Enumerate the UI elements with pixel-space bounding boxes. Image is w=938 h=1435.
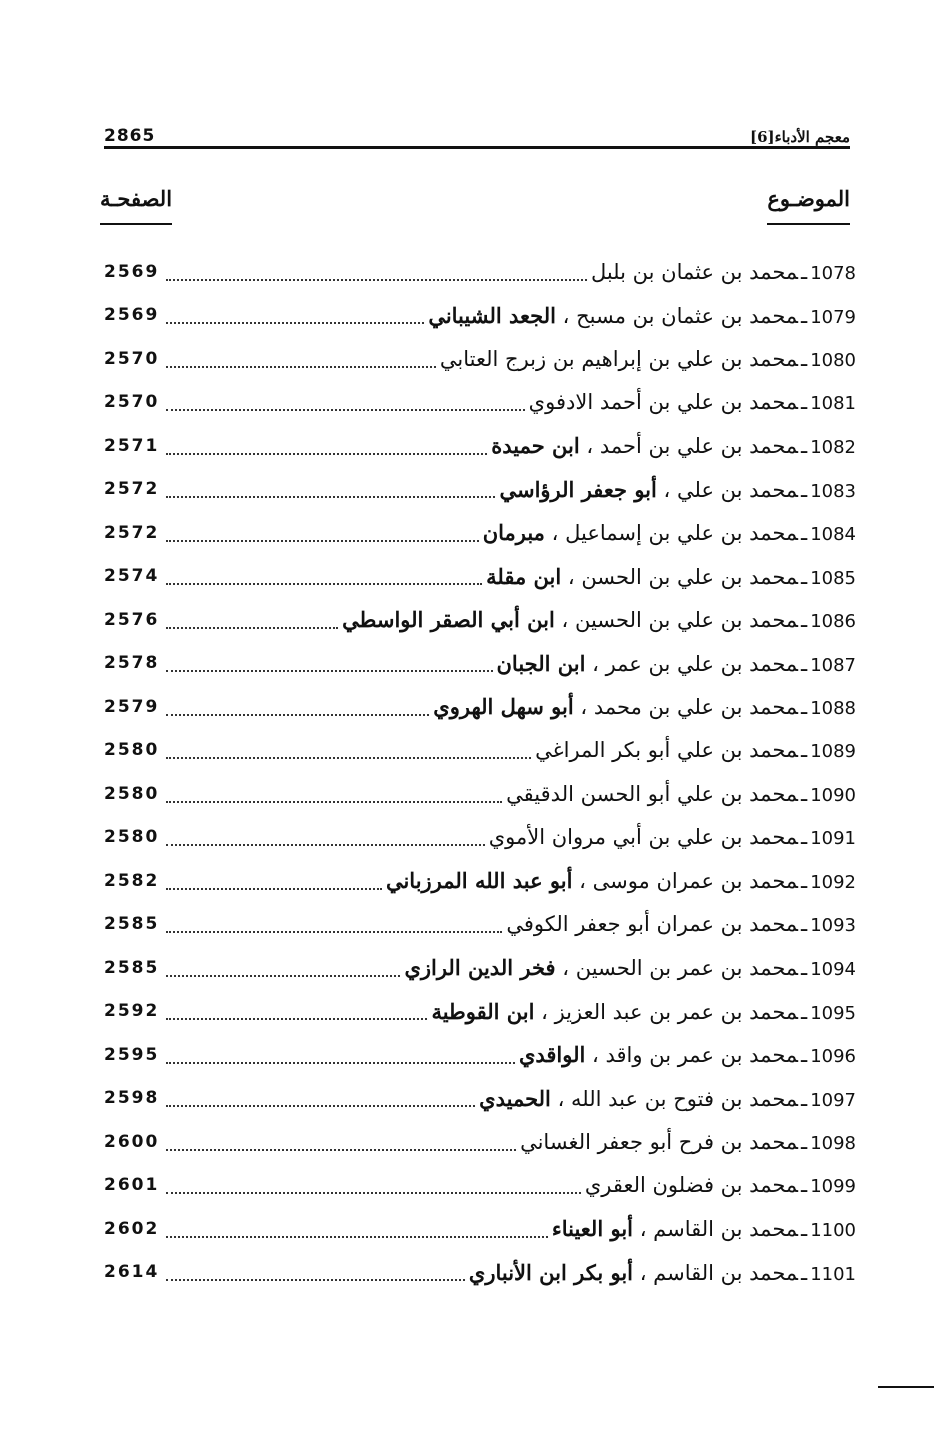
entry-text	[342, 607, 856, 632]
entry-number: 1094	[810, 959, 856, 981]
entry-separator: ـ	[801, 346, 808, 371]
entry-page-number: 2580	[104, 827, 160, 848]
entry-text	[428, 303, 856, 328]
entry-page-number: 2576	[104, 609, 160, 630]
dot-leader	[166, 801, 502, 803]
entry-name: محمد بن علي بن إسماعيل ،	[551, 521, 799, 546]
toc-entry	[104, 772, 856, 816]
toc-entry	[104, 685, 856, 729]
entry-page-number: 2571	[104, 435, 160, 456]
entry-text	[535, 738, 856, 762]
entry-number: 1101	[810, 1263, 856, 1285]
entry-laqab: أبو جعفر الرؤاسي	[499, 476, 657, 502]
entry-text	[585, 1173, 856, 1197]
page-column-heading: الصفحـة	[100, 186, 172, 225]
entry-page-number: 2580	[104, 783, 160, 804]
dot-leader	[166, 366, 436, 368]
entry-name: محمد بن علي أبو الحسن الدقيقي	[506, 781, 799, 806]
entry-text	[483, 520, 856, 545]
entry-separator: ـ	[801, 259, 808, 284]
entry-number: 1082	[810, 437, 856, 459]
toc-entry	[104, 1207, 856, 1251]
entry-number: 1080	[810, 349, 856, 371]
entry-page-number: 2585	[104, 957, 160, 978]
entry-name: محمد بن علي بن أبي مروان الأموي	[488, 825, 799, 850]
entry-page-number: 2582	[104, 870, 160, 891]
entry-text	[497, 651, 857, 676]
entry-number: 1081	[810, 393, 856, 415]
entry-number: 1088	[810, 698, 856, 720]
entry-name: محمد بن عثمان بن بلبل	[590, 259, 799, 284]
entry-text	[469, 1260, 856, 1285]
entry-laqab: أبو سهل الهروي	[433, 694, 574, 720]
toc-entry	[104, 816, 856, 860]
entry-page-number: 2598	[104, 1088, 160, 1109]
entry-laqab: أبو عبد الله المرزباني	[385, 868, 573, 894]
toc-entry	[104, 729, 856, 773]
book-title: معجم الأدباء[6]	[749, 128, 850, 146]
toc-entry	[104, 946, 856, 990]
entry-laqab: الحميدي	[479, 1085, 551, 1111]
entry-number: 1096	[810, 1046, 856, 1068]
entry-separator: ـ	[801, 695, 808, 720]
table-of-contents	[104, 250, 856, 1294]
dot-leader	[166, 1279, 465, 1281]
entry-text	[499, 477, 856, 502]
entry-number: 1098	[810, 1132, 856, 1154]
entry-separator: ـ	[801, 1217, 808, 1242]
entry-separator: ـ	[801, 956, 808, 981]
dot-leader	[166, 670, 493, 672]
entry-name: محمد بن علي ،	[663, 477, 799, 502]
entry-laqab: الجعد الشيباني	[428, 302, 556, 328]
entry-separator: ـ	[801, 477, 808, 502]
entry-separator: ـ	[801, 564, 808, 589]
toc-entry	[104, 903, 856, 947]
toc-entry	[104, 381, 856, 425]
toc-entry	[104, 424, 856, 468]
footer-rule	[878, 1386, 934, 1388]
entry-text	[440, 347, 856, 371]
dot-leader	[166, 757, 531, 759]
toc-entry	[104, 1120, 856, 1164]
entry-number: 1097	[810, 1089, 856, 1111]
entry-number: 1090	[810, 784, 856, 806]
entry-number: 1091	[810, 828, 856, 850]
toc-entry	[104, 1077, 856, 1121]
entry-name: محمد بن علي بن الحسن ،	[567, 564, 799, 589]
entry-laqab: أبو العيناء	[551, 1216, 634, 1242]
dot-leader	[166, 844, 485, 846]
entry-text	[552, 1216, 856, 1241]
entry-name: محمد بن علي بن أحمد ،	[586, 434, 799, 459]
entry-laqab: ابن الجبان	[496, 650, 586, 676]
entry-page-number: 2570	[104, 392, 160, 413]
entry-name: محمد بن القاسم ،	[639, 1217, 799, 1242]
dot-leader	[166, 1236, 548, 1238]
entry-name: محمد بن عمران أبو جعفر الكوفي	[506, 912, 799, 937]
dot-leader	[166, 409, 525, 411]
toc-entry	[104, 598, 856, 642]
toc-entry	[104, 1251, 856, 1295]
toc-entry	[104, 859, 856, 903]
entry-separator: ـ	[801, 303, 808, 328]
entry-text	[506, 912, 856, 936]
entry-separator: ـ	[801, 521, 808, 546]
toc-entry	[104, 1033, 856, 1077]
entry-number: 1093	[810, 915, 856, 937]
entry-laqab: أبو بكر ابن الأنباري	[468, 1259, 634, 1285]
entry-name: محمد بن علي بن إبراهيم بن زبرج العتابي	[439, 346, 799, 371]
entry-number: 1089	[810, 741, 856, 763]
entry-name: محمد بن فرح أبو جعفر الغساني	[520, 1129, 799, 1154]
entry-separator: ـ	[801, 651, 808, 676]
entry-laqab: فخر الدين الرازي	[404, 955, 556, 981]
entry-separator: ـ	[801, 999, 808, 1024]
entry-laqab: ابن مقلة	[486, 563, 562, 589]
dot-leader	[166, 279, 587, 281]
entry-name: محمد بن القاسم ،	[639, 1260, 799, 1285]
entry-name: محمد بن فتوح بن عبد الله ،	[557, 1086, 799, 1111]
dot-leader	[166, 1018, 427, 1020]
entry-name: محمد بن علي بن أحمد الادفوي	[528, 390, 799, 415]
entry-name: محمد بن علي بن الحسين ،	[561, 608, 799, 633]
entry-page-number: 2600	[104, 1131, 160, 1152]
dot-leader	[166, 496, 495, 498]
dot-leader	[166, 1062, 515, 1064]
entry-page-number: 2570	[104, 348, 160, 369]
entry-separator: ـ	[801, 869, 808, 894]
entry-separator: ـ	[801, 608, 808, 633]
entry-page-number: 2574	[104, 566, 160, 587]
entry-number: 1099	[810, 1176, 856, 1198]
entry-name: محمد بن علي أبو بكر المراغي	[535, 738, 799, 763]
dot-leader	[166, 540, 479, 542]
entry-name: محمد بن علي بن عمر ،	[592, 651, 799, 676]
entry-number: 1083	[810, 480, 856, 502]
entry-page-number: 2585	[104, 914, 160, 935]
entry-name: محمد بن فضلون العقري	[584, 1173, 799, 1198]
toc-entry	[104, 642, 856, 686]
entry-page-number: 2569	[104, 261, 160, 282]
entry-text	[529, 390, 856, 414]
dot-leader	[166, 714, 429, 716]
dot-leader	[166, 627, 338, 629]
page-number: 2865	[104, 126, 156, 146]
toc-entry	[104, 250, 856, 294]
toc-entry	[104, 1164, 856, 1208]
entry-page-number: 2592	[104, 1001, 160, 1022]
toc-entry	[104, 511, 856, 555]
entry-text	[506, 782, 856, 806]
running-header	[104, 112, 850, 146]
dot-leader	[166, 888, 382, 890]
entry-page-number: 2569	[104, 305, 160, 326]
entry-separator: ـ	[801, 390, 808, 415]
entry-laqab: مبرمان	[482, 520, 545, 546]
entry-text	[404, 955, 856, 980]
entry-text	[591, 260, 856, 284]
entry-text	[520, 1130, 856, 1154]
entry-separator: ـ	[801, 1086, 808, 1111]
subject-column-heading: الموضـوع	[767, 186, 850, 225]
entry-page-number: 2572	[104, 522, 160, 543]
entry-number: 1079	[810, 306, 856, 328]
entry-page-number: 2578	[104, 653, 160, 674]
entry-separator: ـ	[801, 825, 808, 850]
entry-number: 1092	[810, 872, 856, 894]
entry-page-number: 2601	[104, 1175, 160, 1196]
entry-name: محمد بن علي بن محمد ،	[580, 695, 799, 720]
dot-leader	[166, 583, 482, 585]
entry-page-number: 2602	[104, 1218, 160, 1239]
entry-page-number: 2572	[104, 479, 160, 500]
entry-text	[386, 868, 856, 893]
entry-text	[486, 564, 856, 589]
entry-number: 1085	[810, 567, 856, 589]
entry-number: 1078	[810, 262, 856, 284]
entry-separator: ـ	[801, 1173, 808, 1198]
entry-text	[433, 694, 856, 719]
dot-leader	[166, 453, 487, 455]
toc-entry	[104, 294, 856, 338]
dot-leader	[166, 1192, 581, 1194]
dot-leader	[166, 1149, 516, 1151]
dot-leader	[166, 1105, 475, 1107]
entry-laqab: الواقدي	[518, 1042, 586, 1068]
entry-number: 1084	[810, 524, 856, 546]
entry-name: محمد بن عمران موسى ،	[579, 869, 799, 894]
entry-separator: ـ	[801, 912, 808, 937]
entry-laqab: ابن أبي الصقر الواسطي	[342, 607, 555, 633]
entry-number: 1086	[810, 611, 856, 633]
entry-separator: ـ	[801, 1043, 808, 1068]
entry-separator: ـ	[801, 434, 808, 459]
entry-separator: ـ	[801, 1129, 808, 1154]
entry-separator: ـ	[801, 738, 808, 763]
toc-entry	[104, 337, 856, 381]
header-rule	[104, 146, 850, 149]
entry-laqab: ابن حميدة	[491, 433, 580, 459]
entry-text	[491, 433, 856, 458]
entry-page-number: 2614	[104, 1262, 160, 1283]
entry-text	[519, 1042, 856, 1067]
toc-entry	[104, 555, 856, 599]
entry-name: محمد بن عمر بن الحسين ،	[562, 956, 799, 981]
entry-number: 1095	[810, 1002, 856, 1024]
entry-laqab: ابن القوطية	[431, 998, 535, 1024]
dot-leader	[166, 975, 400, 977]
entry-text	[479, 1086, 856, 1111]
entry-number: 1087	[810, 654, 856, 676]
entry-text	[489, 825, 856, 849]
toc-entry	[104, 990, 856, 1034]
column-headings	[100, 186, 850, 225]
entry-name: محمد بن عثمان بن مسبح ،	[562, 303, 799, 328]
entry-separator: ـ	[801, 781, 808, 806]
entry-separator: ـ	[801, 1260, 808, 1285]
entry-page-number: 2580	[104, 740, 160, 761]
toc-entry	[104, 468, 856, 512]
entry-number: 1100	[810, 1220, 856, 1242]
dot-leader	[166, 931, 502, 933]
dot-leader	[166, 322, 424, 324]
entry-page-number: 2579	[104, 696, 160, 717]
entry-text	[431, 999, 856, 1024]
entry-name: محمد بن عمر بن عبد العزيز ،	[541, 999, 799, 1024]
entry-name: محمد بن عمر بن واقد ،	[592, 1043, 799, 1068]
entry-page-number: 2595	[104, 1044, 160, 1065]
